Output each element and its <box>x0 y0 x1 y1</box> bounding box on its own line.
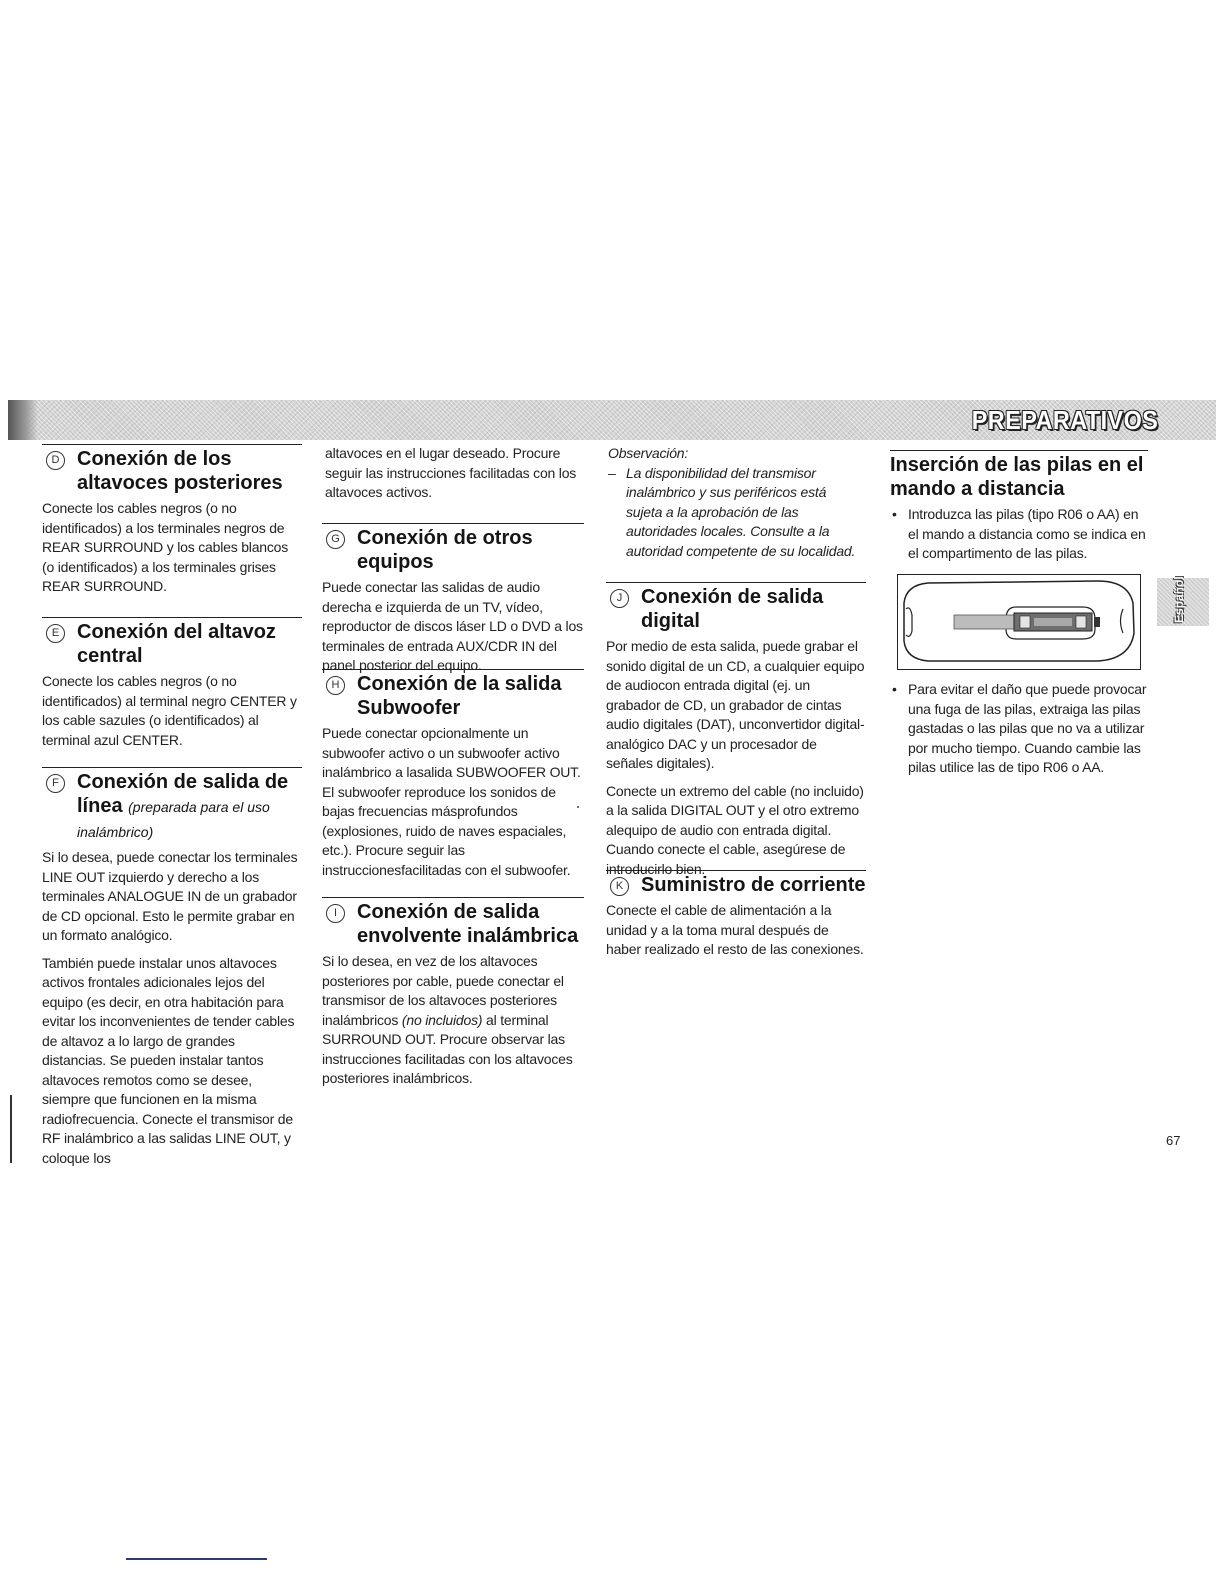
section-e-title: Conexión del altavoz central <box>77 621 276 667</box>
section-d-heading <box>42 447 302 495</box>
paragraph: Por medio de esta salida, puede grabar el sonido digital de un CD, a cualquier equipo de audiocon entrada digital (ej. un grabador de CD, un grabador de cintas audio digitales (DAT), unconvertidor digital-analógico DAC y un procesador de señales digitales). <box>606 638 865 771</box>
stray-dot <box>577 806 579 808</box>
section-batteries <box>890 450 1148 572</box>
section-h-title: Conexión de la salida Subwoofer <box>357 673 562 719</box>
note-text: La disponibilidad del transmisor inalámbrico y sus periféricos está sujeta a la aprobación de las autoridades locales. Consulte a la autoridad competente de su localidad. <box>626 464 856 559</box>
section-g-letter: G <box>326 530 345 549</box>
section-e-heading <box>42 620 302 668</box>
list-item: • Para evitar el daño que puede provocar una fuga de las pilas, extraiga las pilas gastadas o las pilas que no va a utilizar por mucho tiempo. Cuando cambie las pilas utilice las de tipo R06 o AA. <box>890 680 1148 778</box>
section-i <box>322 897 584 1097</box>
remote-battery-diagram <box>897 574 1141 670</box>
section-j-body <box>606 637 866 879</box>
section-g-title: Conexión de otros equipos <box>357 527 533 573</box>
section-g <box>322 523 584 684</box>
paragraph: Conecte los cables negros (o no identificados) a los terminales negros de REAR SURROUND y los cables blancos (o identificados) a los terminales grises REAR SURROUND. <box>42 500 289 594</box>
section-g-body <box>322 578 584 676</box>
section-i-body <box>322 952 584 1089</box>
section-j-letter: J <box>610 589 629 608</box>
section-h <box>322 669 584 888</box>
section-i-title: Conexión de salida envolvente inalámbrica <box>357 901 579 947</box>
section-f <box>42 767 302 1176</box>
section-f-subtitle: (preparada para el uso inalámbrico) <box>77 799 270 840</box>
page-number: 67 <box>1166 1133 1181 1148</box>
header-band-gradient <box>8 400 38 440</box>
col2-continuation <box>325 444 581 511</box>
section-j <box>606 582 866 887</box>
paragraph: Si lo desea, puede conectar los terminales LINE OUT izquierdo y derecho a los terminales ANALOGUE IN de un grabador de CD opcional. Esto le permite grabar en un formato analógico. <box>42 849 298 943</box>
section-k-body <box>606 901 866 960</box>
note-label: Observación: <box>608 445 689 461</box>
paragraph: Puede conectar las salidas de audio derecha e izquierda de un TV, vídeo, reproductor de discos láser LD o DVD a los terminales de entrada AUX/CDR IN del panel posterior del equipo. <box>322 579 583 673</box>
section-k-letter: K <box>610 877 629 896</box>
section-h-body <box>322 724 584 880</box>
section-f-title: Conexión de salida de línea <box>77 771 289 817</box>
section-d-letter: D <box>46 451 65 470</box>
paragraph: Puede conectar opcionalmente un subwoofer activo o un subwoofer activo inalámbrico a lasalida SUBWOOFER OUT. El subwoofer reproduce los sonidos de bajas frecuencias másprofundos (explosiones, ruido de naves espaciales, etc.). Procure seguir las instruccionesfacilitadas con el subwoofer. <box>322 725 581 878</box>
section-d-title: Conexión de los altavoces posteriores <box>77 448 283 494</box>
section-j-heading <box>606 585 866 633</box>
language-tab-label: Español <box>1172 576 1186 624</box>
section-f-heading <box>42 770 302 844</box>
paragraph: altavoces en el lugar deseado. Procure seguir las instrucciones facilitadas con los altavoces activos. <box>325 445 577 500</box>
section-f-body <box>42 848 302 1168</box>
section-g-heading <box>322 526 584 574</box>
paragraph: Conecte los cables negros (o no identificados) al terminal negro CENTER y los cable sazules (o identificados) al terminal azul CENTER. <box>42 673 297 748</box>
paragraph: Conecte el cable de alimentación a la unidad y a la toma mural después de haber realizado el resto de las conexiones. <box>606 902 864 957</box>
section-e-body <box>42 672 302 750</box>
section-e <box>42 617 302 758</box>
section-e-letter: E <box>46 624 65 643</box>
section-k-title: Suministro de corriente <box>641 874 866 896</box>
paragraph: Conecte un extremo del cable (no incluido) a la salida DIGITAL OUT y el otro extremo alequipo de audio con entrada digital. Cuando conecte el cable, asegúrese de introducirlo bien. <box>606 782 864 877</box>
section-k-heading <box>606 873 866 897</box>
section-i-letter: I <box>326 904 345 923</box>
section-j-title: Conexión de salida digital <box>641 586 824 632</box>
not-included-note: (no incluidos) <box>401 1011 483 1028</box>
battery-compartment-illustration <box>898 575 1139 668</box>
footer-rule <box>126 1558 267 1560</box>
note: Observación: – La disponibilidad del transmisor inalámbrico y sus periféricos está sujeta a la aprobación de las autoridades locales. Consulte a la autoridad competente de su localidad. <box>608 444 866 561</box>
paragraph: Si lo desea, en vez de los altavoces posteriores por cable, puede conectar el transmisor de los altavoces posteriores inalámbricos (no incluidos) al terminal SURROUND OUT. Procure observar las instrucciones facilitadas con los altavoces posteriores inalámbricos. <box>322 953 573 1086</box>
list-item: • Introduzca las pilas (tipo R06 o AA) en el mando a distancia como se indica en el compartimento de las pilas. <box>890 505 1148 564</box>
paragraph: También puede instalar unos altavoces activos frontales adicionales lejos del equipo (es decir, en otra habitación para evitar los inconvenientes de tender cables de altavoz a lo largo de grandes distancias. Se pueden instalar tantos altavoces remotos como se desee, siempre que funcionen en la misma radiofrecuencia. Conecte el transmisor de RF inalámbrico a las salidas LINE OUT, y coloque los <box>42 954 295 1166</box>
batteries-body-1 <box>890 505 1148 564</box>
margin-line <box>10 1095 12 1163</box>
section-k <box>606 870 866 968</box>
batteries-body-2 <box>890 680 1148 786</box>
section-title: PREPARATIVOS <box>971 405 1158 435</box>
section-h-heading <box>322 672 584 720</box>
section-h-letter: H <box>326 676 345 695</box>
section-i-heading <box>322 900 584 948</box>
section-d-body <box>42 499 302 597</box>
section-d <box>42 444 302 605</box>
batteries-title: Inserción de las pilas en el mando a distancia <box>890 454 1144 500</box>
section-f-letter: F <box>46 774 65 793</box>
